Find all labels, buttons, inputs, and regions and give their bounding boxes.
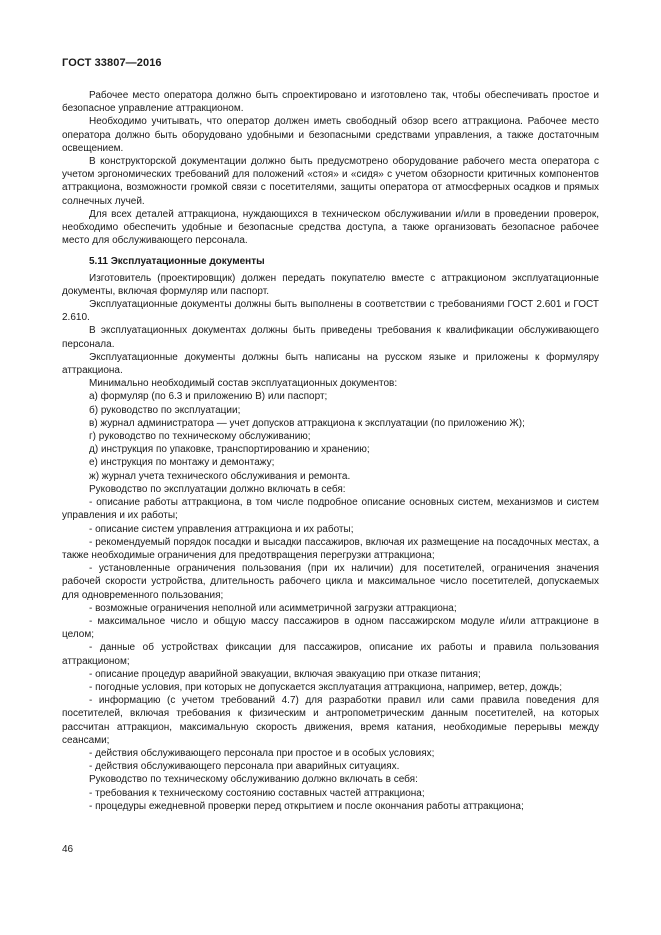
manual-list-item: - данные об устройствах фиксации для пассажиров, описание их работы и правила пользования аттракционом; xyxy=(62,642,599,667)
doc-list-item: д) инструкция по упаковке, транспортированию и хранению; xyxy=(89,444,370,456)
paragraph: Эксплуатационные документы должны быть выполнены в соответствии с требованиями ГОСТ 2.601 и ГОСТ 2.610. xyxy=(62,299,599,324)
paragraph: Для всех деталей аттракциона, нуждающихся в техническом обслуживании и/или в проведении проверок, необходимо обеспечить удобные и безопасные средства доступа, а также организовать безопасное рабочее место для обслуживающего персонала. xyxy=(62,208,599,247)
document-header: ГОСТ 33807—2016 xyxy=(62,57,162,69)
section-heading: 5.11 Эксплуатационные документы xyxy=(89,256,265,268)
paragraph: Руководство по техническому обслуживанию должно включать в себя: xyxy=(89,774,418,786)
manual-list-item: - установленные ограничения пользования (при их наличии) для посетителей, ограничения значения рабочей скорости устройства, длительность рабочего цикла и максимальное число посетителей, допускаемых для одновременного пользования; xyxy=(62,563,599,601)
paragraph: Рабочее место оператора должно быть спроектировано и изготовлено так, чтобы обеспечивать простое и безопасное управление аттракционом. xyxy=(62,90,599,115)
paragraph: Минимально необходимый состав эксплуатационных документов: xyxy=(89,378,398,390)
manual-list-item: - описание систем управления аттракциона и их работы; xyxy=(89,523,354,535)
paragraph: В эксплуатационных документах должны быть приведены требования к квалификации обслуживающего персонала. xyxy=(62,325,599,350)
manual-list-item: - максимальное число и общую массу пассажиров в одном пассажирском модуле и/или аттракционе в целом; xyxy=(62,615,599,641)
doc-list-item: б) руководство по эксплуатации; xyxy=(89,404,241,416)
manual-list-item: - погодные условия, при которых не допускается эксплуатация аттракциона, например, ветер, дождь; xyxy=(89,681,563,693)
paragraph: Руководство по эксплуатации должно включать в себя: xyxy=(89,483,346,495)
page-number: 46 xyxy=(62,844,74,855)
manual-list-item: - описание процедур аварийной эвакуации, включая эвакуацию при отказе питания; xyxy=(89,668,481,680)
manual-list-item: - рекомендуемый порядок посадки и высадки пассажиров, включая их размещение на посадочных местах, а также необходимые ограничения для предотвращения перегрузки аттракциона; xyxy=(62,536,599,561)
paragraph: Изготовитель (проектировщик) должен передать покупателю вместе с аттракционом эксплуатационные документы, включая формуляр или паспорт. xyxy=(62,272,599,297)
maintenance-list-item: - требования к техническому состоянию составных частей аттракциона; xyxy=(89,787,425,799)
doc-list-item: г) руководство по техническому обслуживанию; xyxy=(89,431,311,443)
manual-list-item: - информацию (с учетом требований 4.7) для разработки правил или сами правила поведения для посетителей, включая требования к физическим и антропометрическим данным посетителей, на которых рассчитан аттракцион, максимальную скорость движения, время катания, необходимые перерывы между сеансами; xyxy=(62,695,599,746)
document-body xyxy=(62,89,599,813)
manual-list-item: - действия обслуживающего персонала при простое и в особых условиях; xyxy=(89,747,435,759)
doc-list-item: е) инструкция по монтажу и демонтажу; xyxy=(89,457,275,469)
paragraph: Необходимо учитывать, что оператор должен иметь свободный обзор всего аттракциона. Рабочее место оператора должно быть оборудовано удобными и безопасными средствами управления, а также достаточным освещением. xyxy=(62,116,599,154)
paragraph: Эксплуатационные документы должны быть написаны на русском языке и приложены к формуляру аттракциона. xyxy=(62,351,599,377)
doc-list-item: а) формуляр (по 6.3 и приложению В) или паспорт; xyxy=(89,391,328,403)
manual-list-item: - описание работы аттракциона, в том числе подробное описание основных систем, механизмов и систем управления и их работы; xyxy=(62,497,599,522)
maintenance-list-item: - процедуры ежедневной проверки перед открытием и после окончания работы аттракциона; xyxy=(89,800,524,812)
manual-list-item: - возможные ограничения неполной или асимметричной загрузки аттракциона; xyxy=(89,602,457,614)
doc-list-item: ж) журнал учета технического обслуживания и ремонта. xyxy=(89,470,351,482)
doc-list-item: в) журнал администратора — учет допусков аттракциона к эксплуатации (по приложению Ж); xyxy=(89,417,525,429)
paragraph: В конструкторской документации должно быть предусмотрено оборудование рабочего места оператора с учетом эргономических требований для положений «стоя» и «сидя» с учетом обзорности критичных компонентов аттракциона, возможности громкой связи с посетителями, защиты оператора от атмосферных осадков и прямых солнечных лучей. xyxy=(62,156,599,207)
manual-list-item: - действия обслуживающего персонала при аварийных ситуациях. xyxy=(89,761,400,773)
